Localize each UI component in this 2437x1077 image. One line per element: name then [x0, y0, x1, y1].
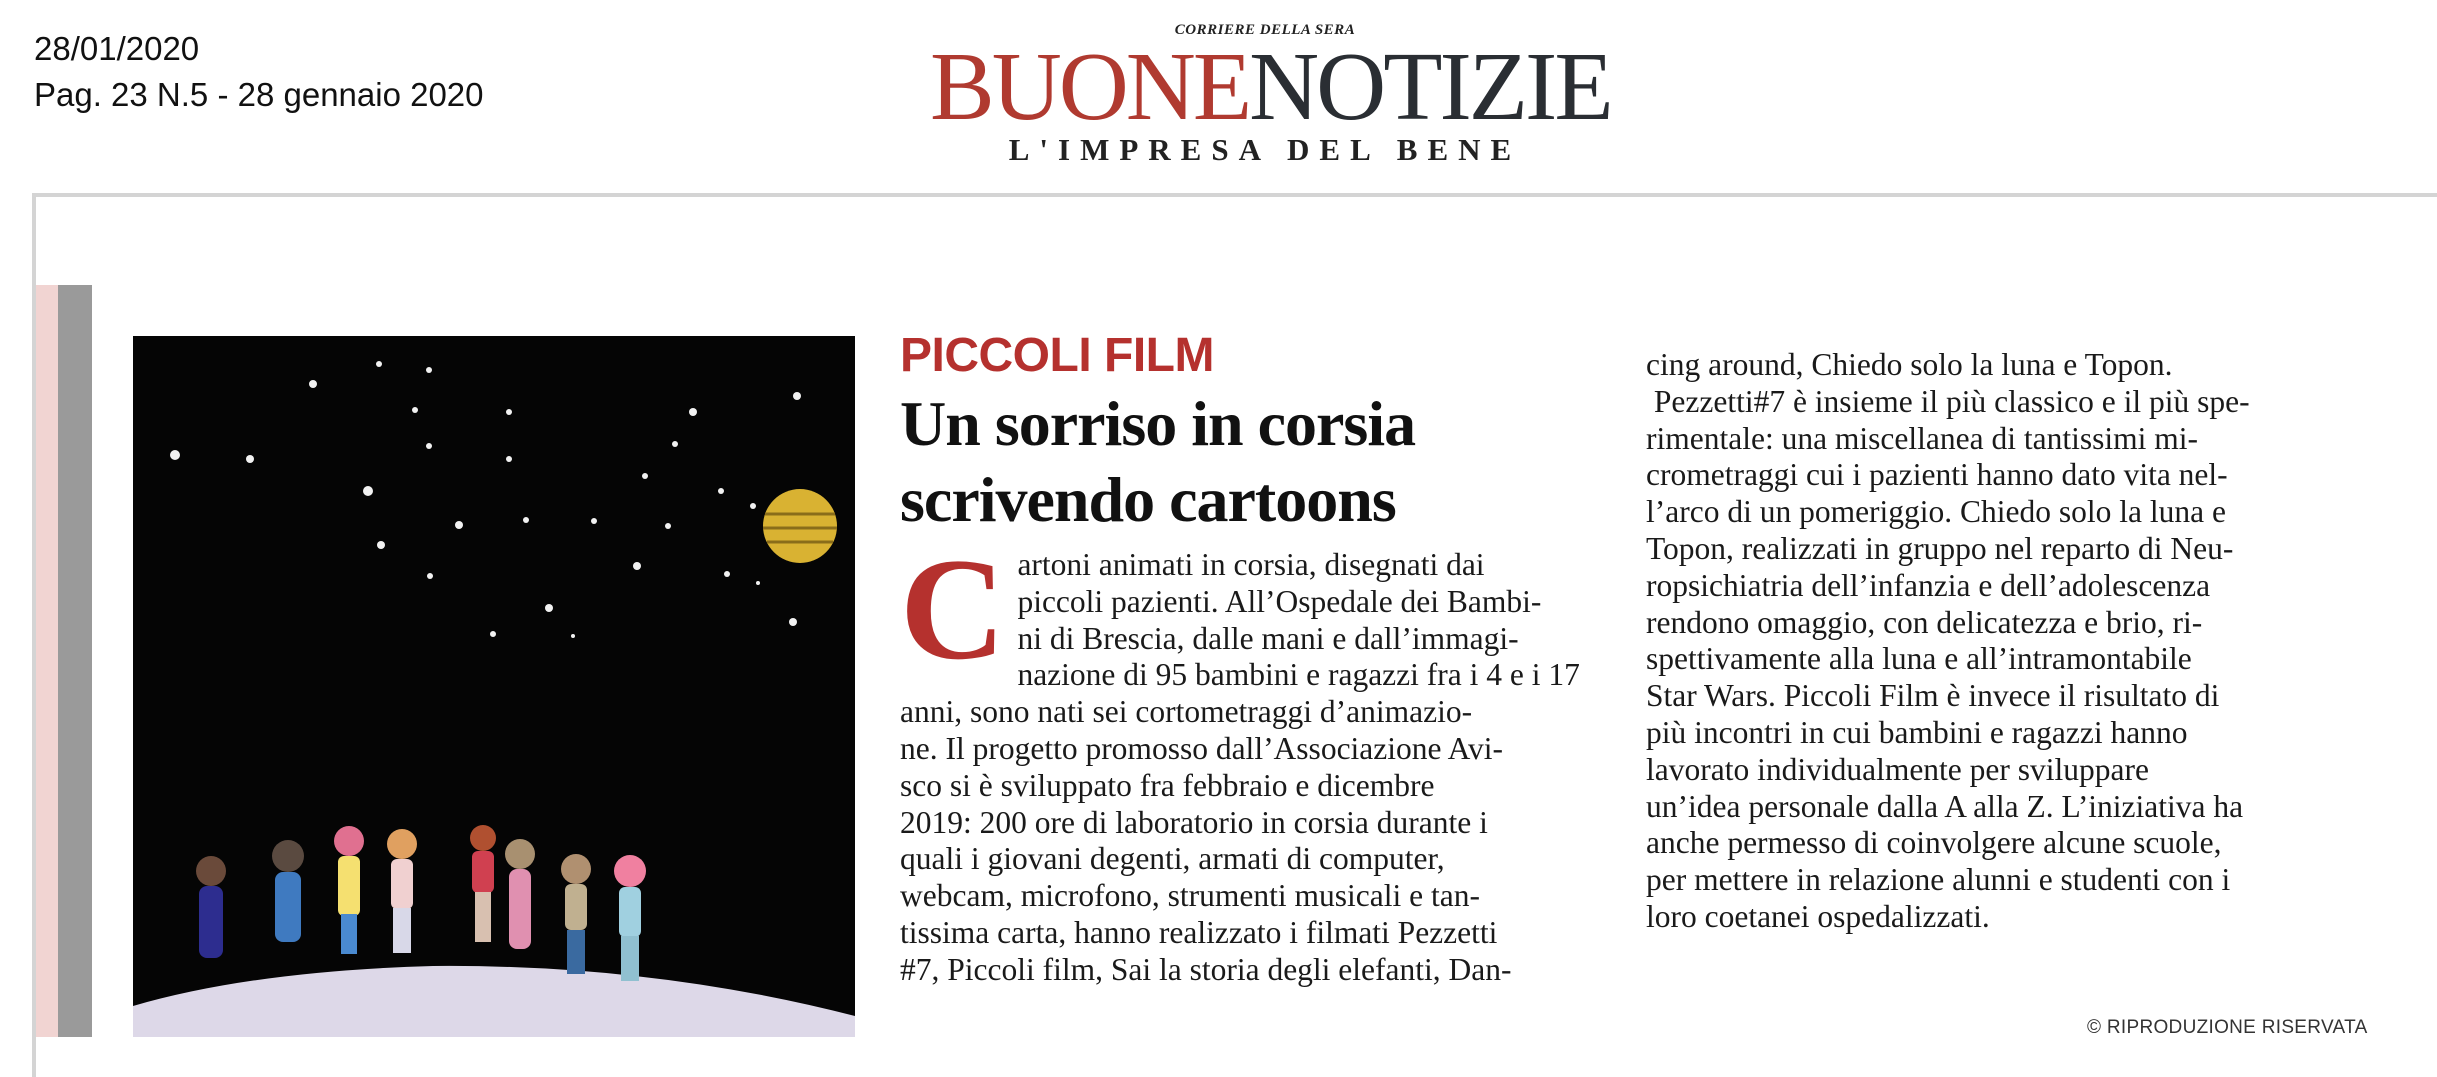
article-kicker: PICCOLI FILM	[900, 329, 1214, 382]
body-line: sco si è sviluppato fra febbraio e dicembre	[900, 767, 1435, 803]
body-line: cing around, Chiedo solo la luna e Topon.	[1646, 347, 2173, 382]
body-line: ropsichiatria dell’infanzia e dell’adolescenza	[1646, 567, 2211, 603]
body-line: rendono omaggio, con delicatezza e brio, ri-	[1646, 604, 2203, 640]
body-line: un’idea personale dalla A alla Z. L’iniziativa ha	[1646, 788, 2244, 824]
clipping-meta	[34, 26, 484, 118]
moon-icon	[763, 489, 837, 563]
body-line: 2019: 200 ore di laboratorio in corsia durante i	[900, 804, 1488, 840]
drawing-svg	[133, 336, 855, 1037]
article-headline	[900, 386, 1600, 538]
body-line: per mettere in relazione alunni e studenti con i	[1646, 862, 2231, 898]
headline-line: Un sorriso in corsia	[900, 388, 1416, 459]
body-line: #7, Piccoli film, Sai la storia degli elefanti, Dan-	[900, 951, 1512, 987]
masthead	[930, 20, 1611, 167]
accent-bar-pink	[36, 285, 58, 1037]
body-line: Star Wars. Piccoli Film è invece il risultato di	[1646, 678, 2220, 714]
masthead-tagline: L'IMPRESA DEL BENE	[1008, 132, 1522, 167]
body-line: artoni animati in corsia, disegnati dai	[1017, 547, 1485, 582]
body-line: lavorato individualmente per sviluppare	[1646, 751, 2149, 787]
body-line: tissima carta, hanno realizzato i filmati Pezzetti	[900, 914, 1498, 950]
children-night-sky-drawing	[133, 336, 855, 1037]
masthead-publisher: CORRIERE DELLA SERA	[1174, 22, 1356, 38]
body-line: anni, sono nati sei cortometraggi d’animazio-	[900, 694, 1473, 730]
article-body-left	[900, 528, 1580, 989]
body-line: ne. Il progetto promosso dall’Associazione Avi-	[900, 730, 1504, 766]
body-line: l’arco di un pomeriggio. Chiedo solo la luna e	[1646, 494, 2226, 530]
body-line: loro coetanei ospedalizzati.	[1646, 898, 1990, 934]
copyright-notice: © RIPRODUZIONE RISERVATA	[2087, 1017, 2368, 1038]
body-line: piccoli pazienti. All’Ospedale dei Bambi-	[1017, 583, 1542, 619]
body-line: più incontri in cui bambini e ragazzi hanno	[1646, 714, 2188, 750]
article-body-right	[1646, 347, 2366, 936]
article-header	[900, 328, 1600, 538]
headline-line: scrivendo cartoons	[900, 464, 1396, 535]
body-line: crometraggi cui i pazienti hanno dato vita nel-	[1646, 457, 2228, 493]
body-line: anche permesso di coinvolgere alcune scuole,	[1646, 825, 2222, 861]
masthead-logo-dark: NOTIZIE	[1249, 33, 1611, 140]
body-line: nazione di 95 bambini e ragazzi fra i 4 e i 17	[1017, 657, 1580, 693]
body-line: Pezzetti#7 è insieme il più classico e il più spe-	[1646, 383, 2250, 419]
body-line: Topon, realizzati in gruppo nel reparto di Neu-	[1646, 530, 2234, 566]
body-line: spettivamente alla luna e all’intramontabile	[1646, 641, 2192, 677]
accent-bar-gray	[58, 285, 92, 1037]
clipping-date: 28/01/2020	[34, 30, 200, 67]
masthead-logo	[930, 33, 1611, 140]
body-line: rimentale: una miscellanea di tantissimi mi-	[1646, 420, 2198, 456]
masthead-logo-red: BUONE	[930, 33, 1250, 140]
drop-cap: C	[900, 528, 1006, 690]
body-line: quali i giovani degenti, armati di computer,	[900, 841, 1445, 877]
body-line: ni di Brescia, dalle mani e dall’immagi-	[1017, 620, 1519, 656]
body-line: webcam, microfono, strumenti musicali e tan-	[900, 878, 1480, 914]
clipping-page-info: Pag. 23 N.5 - 28 gennaio 2020	[34, 76, 484, 113]
